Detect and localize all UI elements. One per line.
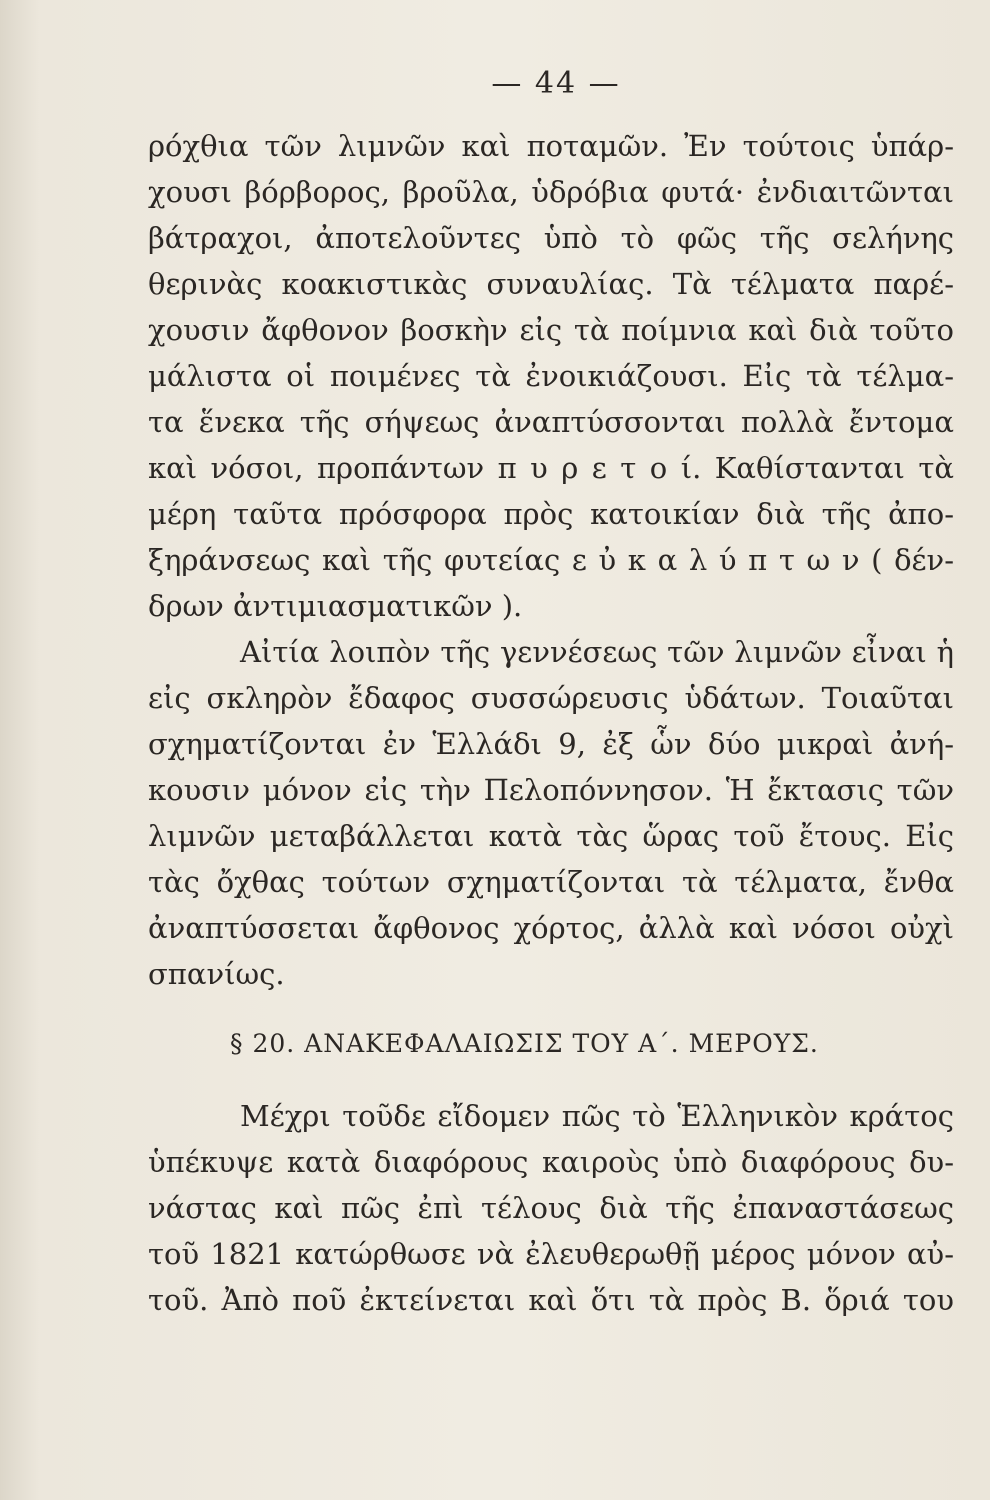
text-line: χουσι βόρβορος, βροῦλα, ὑδρόβια φυτά· ἐνδιαιτῶνται	[148, 175, 954, 209]
text-line: σπανίως.	[148, 957, 285, 991]
text-line: καὶ νόσοι, προπάντων π υ ρ ε τ ο ί. Καθίστανται τὰ	[148, 451, 954, 485]
text-line: μάλιστα οἱ ποιμένες τὰ ἐνοικιάζουσι. Εἰς τὰ τέλμα-	[148, 359, 954, 393]
text-line: ἀναπτύσσεται ἄφθονος χόρτος, ἀλλὰ καὶ νόσοι οὐχὶ	[148, 911, 954, 945]
text-line: δρων ἀντιμιασματικῶν ).	[148, 589, 523, 623]
text-line: μέρη ταῦτα πρόσφορα πρὸς κατοικίαν διὰ τῆς ἀπο-	[148, 497, 954, 531]
text-line: Αἰτία λοιπὸν τῆς γεννέσεως τῶν λιμνῶν εἶναι ἡ	[240, 635, 954, 669]
text-line: τὰς ὄχθας τούτων σχηματίζονται τὰ τέλματα, ἔνθα	[148, 865, 954, 899]
text-line: ὑπέκυψε κατὰ διαφόρους καιροὺς ὑπὸ διαφόρους δυ-	[148, 1145, 954, 1179]
text-line: τοῦ. Ἀπὸ ποῦ ἐκτείνεται καὶ ὅτι τὰ πρὸς Β. ὅριά του	[148, 1283, 954, 1317]
text-line: βάτραχοι, ἀποτελοῦντες ὑπὸ τὸ φῶς τῆς σελήνης	[148, 221, 954, 255]
text-line: θερινὰς κοακιστικὰς συναυλίας. Τὰ τέλματα παρέ-	[148, 267, 954, 301]
paragraph-summary	[148, 1093, 954, 1323]
page-number: — 44 —	[491, 66, 621, 101]
text-line: κουσιν μόνον εἰς τὴν Πελοπόννησον. Ἡ ἔκτασις τῶν	[148, 773, 954, 807]
text-line: ρόχθια τῶν λιμνῶν καὶ ποταμῶν. Ἐν τούτοις ὑπάρ-	[148, 129, 954, 163]
paragraph-lake-causes	[148, 629, 954, 997]
text-line: σχηματίζονται ἐν Ἑλλάδι 9, ἐξ ὧν δύο μικραὶ ἀνή-	[148, 727, 954, 761]
text-line: λιμνῶν μεταβάλλεται κατὰ τὰς ὥρας τοῦ ἔτους. Εἰς	[148, 819, 954, 853]
paragraph-lakes-marshes	[148, 123, 954, 629]
text-line: χουσιν ἄφθονον βοσκὴν εἰς τὰ ποίμνια καὶ διὰ τοῦτο	[148, 313, 954, 347]
text-line: νάστας καὶ πῶς ἐπὶ τέλους διὰ τῆς ἐπαναστάσεως	[148, 1191, 954, 1225]
text-line: τοῦ 1821 κατώρθωσε νὰ ἐλευθερωθῇ μέρος μόνον αὐ-	[148, 1237, 954, 1271]
section-heading: § 20. ΑΝΑΚΕΦΑΛΑΙΩΣΙΣ ΤΟΥ Α΄. ΜΕΡΟΥΣ.	[230, 1029, 819, 1058]
text-line: εἰς σκληρὸν ἔδαφος συσσώρευσις ὑδάτων. Τοιαῦται	[148, 681, 954, 715]
text-line: τα ἕνεκα τῆς σήψεως ἀναπτύσσονται πολλὰ ἔντομα	[148, 405, 954, 439]
text-line: Μέχρι τοῦδε εἴδομεν πῶς τὸ Ἑλληνικὸν κράτος	[240, 1099, 954, 1133]
text-line: ξηράνσεως καὶ τῆς φυτείας ε ὐ κ α λ ύ π τ ω ν ( δέν-	[148, 543, 954, 577]
